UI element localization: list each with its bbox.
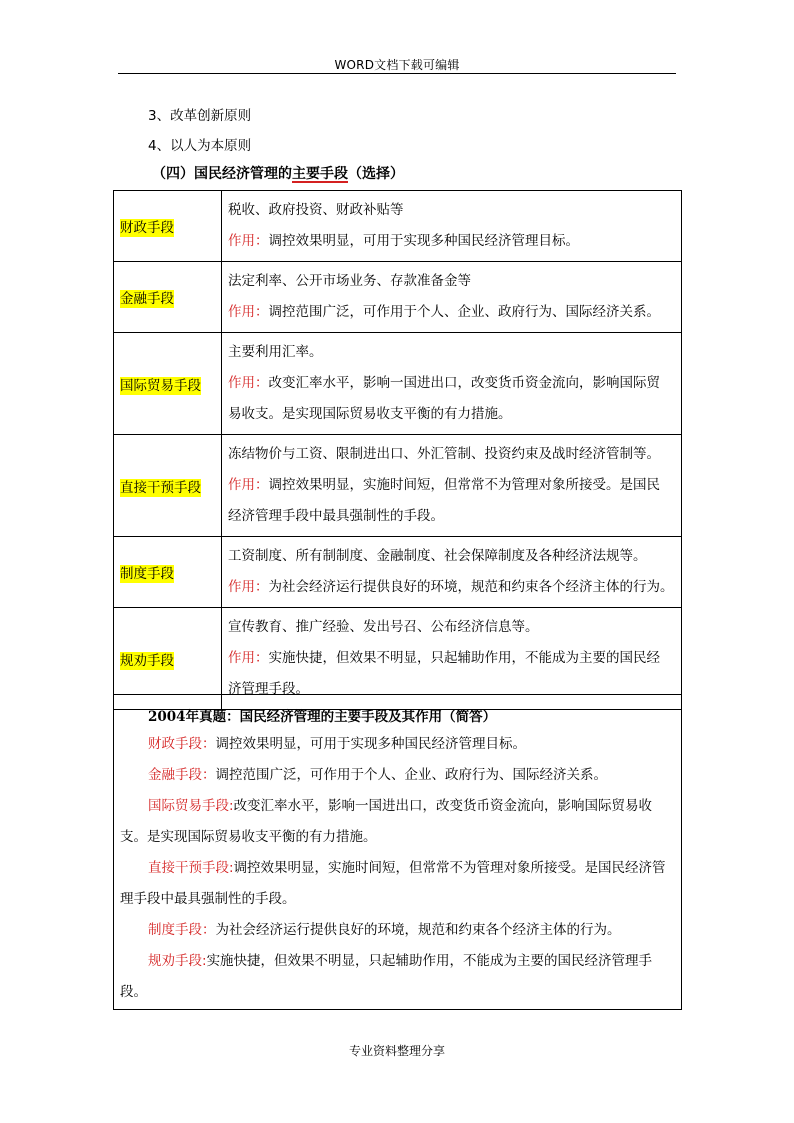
- page-footer: 专业资料整理分享: [348, 1044, 445, 1058]
- table-row: [114, 262, 682, 333]
- means-line: [228, 501, 677, 532]
- section-heading-suffix: （选择）: [348, 166, 404, 182]
- means-desc-cell: [222, 262, 682, 333]
- means-name: 金融手段: [120, 291, 174, 307]
- line-text: 主要利用汇率。: [228, 344, 323, 360]
- exam-answer-item: [120, 853, 678, 915]
- means-desc-cell: [222, 191, 682, 262]
- line-text: 调控效果明显，实施时间短，但常常不为管理对象所接受。是国民: [268, 477, 660, 493]
- line-text: 改变汇率水平，影响一国进出口，改变货币资金流向，影响国际贸: [268, 375, 660, 391]
- means-line: [228, 195, 677, 226]
- means-line: [228, 226, 677, 257]
- exam-answer-item: [120, 915, 678, 946]
- exam-answer-label: 金融手段：: [148, 767, 216, 783]
- exam-answer-label: 国际贸易手段:: [148, 798, 234, 814]
- role-label: 作用：: [228, 477, 269, 493]
- exam-answer-item: [120, 791, 678, 853]
- line-text: 冻结物价与工资、限制进出口、外汇管制、投资约束及战时经济管制等。: [228, 446, 660, 462]
- means-name-cell: [114, 191, 222, 262]
- line-text: 调控范围广泛，可作用于个人、企业、政府行为、国际经济关系。: [268, 304, 660, 320]
- means-line: [228, 470, 677, 501]
- exam-answer-text: 实施快捷，但效果不明显，只起辅助作用，不能成为主要的国民经济管理手段。: [120, 953, 653, 1000]
- role-label: 作用：: [228, 304, 269, 320]
- means-line: [228, 297, 677, 328]
- section-heading: [152, 163, 404, 183]
- line-text: 经济管理手段中最具强制性的手段。: [228, 508, 444, 524]
- line-text: 易收支。是实现国际贸易收支平衡的有力措施。: [228, 406, 512, 422]
- means-name: 规劝手段: [120, 652, 174, 669]
- principle-item: 3、改革创新原则: [148, 108, 252, 124]
- means-line: [228, 572, 677, 603]
- exam-answer-label: 制度手段：: [148, 922, 216, 938]
- table-row: [114, 537, 682, 608]
- section-heading-prefix: （四）国民经济管理的: [152, 166, 292, 182]
- means-line: [228, 439, 677, 470]
- line-text: 宣传教育、推广经验、发出号召、公布经济信息等。: [228, 619, 539, 635]
- exam-answer-text: 为社会经济运行提供良好的环境，规范和约束各个经济主体的行为。: [215, 922, 621, 938]
- exam-answer-label: 规劝手段:: [148, 953, 207, 969]
- exam-title: 2004年真题：国民经济管理的主要手段及其作用（简答）: [148, 709, 497, 725]
- line-text: 法定利率、公开市场业务、存款准备金等: [228, 273, 471, 289]
- exam-question-box: [113, 694, 682, 1010]
- means-name: 直接干预手段: [120, 479, 201, 496]
- section-heading-underlined: 主要手段: [292, 166, 348, 182]
- means-table: [113, 190, 682, 710]
- means-line: [228, 337, 677, 368]
- role-label: 作用：: [228, 579, 269, 595]
- exam-answer-text: 调控范围广泛，可作用于个人、企业、政府行为、国际经济关系。: [215, 767, 607, 783]
- means-line: [228, 399, 677, 430]
- means-line: [228, 541, 677, 572]
- line-text: 济管理手段。: [228, 681, 309, 697]
- means-desc-cell: [222, 435, 682, 537]
- role-label: 作用：: [228, 375, 269, 391]
- means-desc-cell: [222, 333, 682, 435]
- page-header: WORD文档下载可编辑: [334, 58, 460, 72]
- exam-answer-text: 调控效果明显，可用于实现多种国民经济管理目标。: [215, 736, 526, 752]
- exam-answer-text: 改变汇率水平，影响一国进出口，改变货币资金流向，影响国际贸易收支。是实现国际贸易收支平衡的有力措施。: [120, 798, 653, 845]
- means-name: 制度手段: [120, 566, 174, 582]
- means-desc-cell: [222, 537, 682, 608]
- means-name-cell: [114, 262, 222, 333]
- line-text: 工资制度、所有制制度、金融制度、社会保障制度及各种经济法规等。: [228, 548, 647, 564]
- exam-answer-text: 调控效果明显，实施时间短，但常常不为管理对象所接受。是国民经济管理手段中最具强制性的手段。: [120, 860, 666, 907]
- exam-answer-label: 直接干预手段:: [148, 860, 234, 876]
- exam-answer-label: 财政手段：: [148, 736, 216, 752]
- role-label: 作用：: [228, 650, 269, 666]
- means-name-cell: [114, 435, 222, 537]
- exam-answer-item: [120, 946, 678, 1008]
- means-line: [228, 266, 677, 297]
- line-text: 调控效果明显，可用于实现多种国民经济管理目标。: [268, 233, 579, 249]
- role-label: 作用：: [228, 233, 269, 249]
- principle-item: 4、以人为本原则: [148, 138, 252, 154]
- table-row: [114, 333, 682, 435]
- line-text: 税收、政府投资、财政补贴等: [228, 202, 404, 218]
- table-row: [114, 191, 682, 262]
- exam-answer-item: [120, 729, 678, 760]
- line-text: 实施快捷，但效果不明显，只起辅助作用，不能成为主要的国民经: [268, 650, 660, 666]
- line-text: 为社会经济运行提供良好的环境，规范和约束各个经济主体的行为。: [268, 579, 674, 595]
- means-line: [228, 643, 677, 674]
- means-name: 财政手段: [120, 220, 174, 236]
- means-name: 国际贸易手段: [120, 377, 201, 394]
- means-line: [228, 612, 677, 643]
- header-divider: [118, 73, 676, 74]
- means-name-cell: [114, 333, 222, 435]
- means-line: [228, 368, 677, 399]
- exam-answer-item: [120, 760, 678, 791]
- means-name-cell: [114, 537, 222, 608]
- table-row: [114, 435, 682, 537]
